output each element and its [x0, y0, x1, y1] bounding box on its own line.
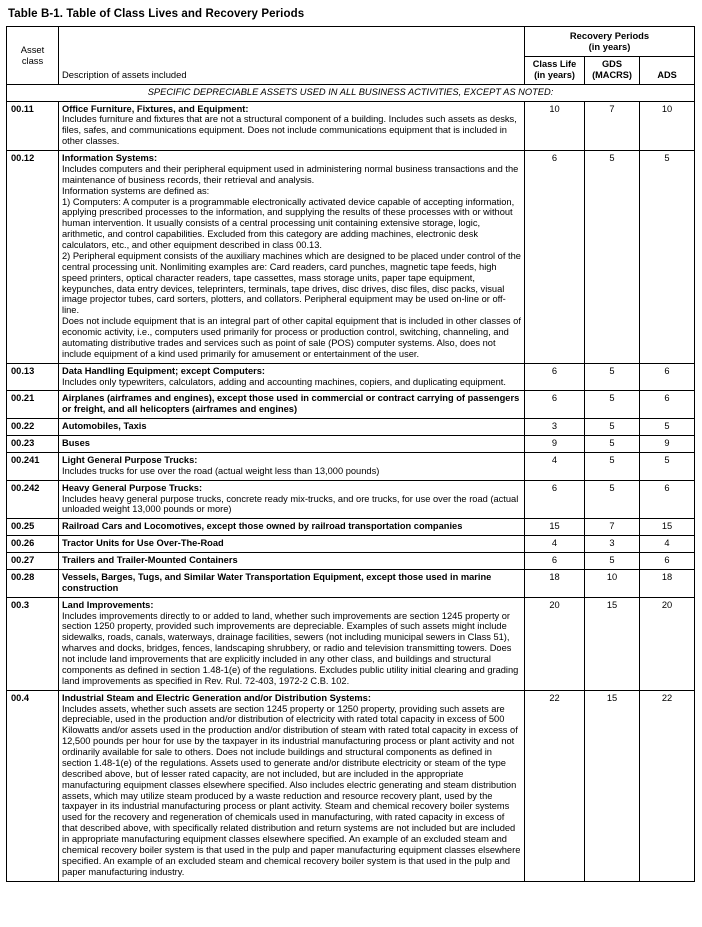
description-paragraph: Includes computers and their peripheral equipment used in administering normal business transactions and the maintenance of business records, their retrieval and analysis.: [62, 163, 519, 185]
description-paragraph: 2) Peripheral equipment consists of the auxiliary machines which are designed to be placed under control of the central processing unit. Nonlimiting examples are: Card readers, card punches, magnetic tape feeds, high speed printers, optical character readers, tape cassettes, mass storage units, paper tape equipment, keypunches, data entry devices, teleprinters, terminals, tape drives, disc drives, disc files, disc packs, visual image projector tubes, card sorters, plotters, and collators. Peripheral equipment may be used on-line or off-line.: [62, 250, 521, 316]
asset-class-cell: 00.4: [7, 690, 59, 881]
description-cell: [59, 690, 525, 881]
class-life-cell: 3: [525, 419, 585, 436]
description-cell: [59, 419, 525, 436]
class-life-cell: 4: [525, 536, 585, 553]
asset-class-cell: 00.242: [7, 480, 59, 519]
header-asset-class-line2: class: [21, 54, 44, 66]
description-cell: [59, 363, 525, 391]
description-title: Office Furniture, Fixtures, and Equipment:: [62, 103, 249, 114]
class-life-cell: 6: [525, 391, 585, 419]
table-row: [7, 597, 695, 690]
header-gds-line2: (MACRS): [592, 69, 632, 80]
ads-cell: 5: [640, 452, 695, 480]
class-life-cell: 15: [525, 519, 585, 536]
table-row: [7, 363, 695, 391]
description-paragraph: Includes furniture and fixtures that are not a structural component of a building. Includes such assets as desks, files, safes, and communications equipment. Does not include communications equipment that is included in other classes.: [62, 114, 517, 147]
header-class-life: [525, 56, 585, 84]
table-body: [7, 84, 695, 881]
table-row: [7, 553, 695, 570]
description-title: Land Improvements:: [62, 599, 154, 610]
ads-cell: 6: [640, 553, 695, 570]
asset-class-cell: 00.28: [7, 569, 59, 597]
table-row: [7, 151, 695, 364]
ads-cell: 9: [640, 436, 695, 453]
ads-cell: 15: [640, 519, 695, 536]
gds-cell: 5: [585, 151, 640, 364]
description-title: Information Systems:: [62, 153, 158, 163]
asset-class-cell: 00.241: [7, 452, 59, 480]
table-row: [7, 536, 695, 553]
ads-cell: 10: [640, 101, 695, 151]
ads-cell: 4: [640, 536, 695, 553]
description-title: Industrial Steam and Electric Generation and/or Distribution Systems:: [62, 692, 371, 703]
description-paragraph: Includes trucks for use over the road (actual weight less than 13,000 pounds): [62, 465, 380, 476]
asset-class-cell: 00.22: [7, 419, 59, 436]
gds-cell: 5: [585, 436, 640, 453]
gds-cell: 5: [585, 452, 640, 480]
table-row: [7, 436, 695, 453]
class-life-cell: 22: [525, 690, 585, 881]
description-paragraph: Automobiles, Taxis: [62, 421, 147, 432]
description-cell: [59, 391, 525, 419]
ads-cell: 6: [640, 480, 695, 519]
class-life-cell: 20: [525, 597, 585, 690]
description-cell: [59, 151, 525, 364]
class-life-cell: 9: [525, 436, 585, 453]
table-row: [7, 519, 695, 536]
table-row: [7, 101, 695, 151]
description-paragraph: Does not include equipment that is an integral part of other capital equipment that is included in other classes of economic activity, i.e., computers used primarily for process or production control, switching, channeling, and automating distributive trades and services such as point of sale (POS) computer systems. Also, does not include equipment of a kind used primarily for amusement or entertainment of the user.: [62, 316, 521, 359]
description-paragraph: Includes heavy general purpose trucks, concrete ready mix-trucks, and ore trucks, for use over the road (actual unloaded weight 13,000 pounds or more): [62, 493, 519, 515]
gds-cell: 5: [585, 363, 640, 391]
ads-cell: 5: [640, 419, 695, 436]
header-class-life-line1: Class Life: [532, 58, 577, 69]
table-row: [7, 419, 695, 436]
class-life-cell: 6: [525, 363, 585, 391]
header-gds-line1: GDS: [602, 58, 622, 69]
table-row: [7, 452, 695, 480]
description-cell: [59, 519, 525, 536]
gds-cell: 7: [585, 519, 640, 536]
header-recovery-line1: Recovery Periods: [569, 30, 650, 41]
gds-cell: 15: [585, 597, 640, 690]
description-title: Data Handling Equipment; except Computers:: [62, 365, 266, 376]
asset-class-cell: 00.3: [7, 597, 59, 690]
asset-class-cell: 00.13: [7, 363, 59, 391]
ads-cell: 6: [640, 391, 695, 419]
class-life-cell: 6: [525, 480, 585, 519]
ads-cell: 5: [640, 151, 695, 364]
gds-cell: 5: [585, 419, 640, 436]
description-cell: [59, 452, 525, 480]
description-paragraph: Airplanes (airframes and engines), except those used in commercial or contract carrying of passengers or freight, and all helicopters (airframes and engines): [62, 393, 520, 415]
table-name: Table of Class Lives and Recovery Periods: [66, 8, 305, 20]
gds-cell: 7: [585, 101, 640, 151]
asset-class-cell: 00.11: [7, 101, 59, 151]
description-cell: [59, 569, 525, 597]
class-life-cell: 4: [525, 452, 585, 480]
asset-class-cell: 00.25: [7, 519, 59, 536]
header-recovery-periods: [525, 27, 695, 57]
ads-cell: 6: [640, 363, 695, 391]
gds-cell: 5: [585, 553, 640, 570]
description-paragraph: Includes improvements directly to or added to land, whether such improvements are section 1245 property or section 1250 property, provided such improvements are depreciable. Examples of such assets might include sidewalks, roads, canals, waterways, drainage facilities, sewers (not including municipal sewers in Class 51), wharves and docks, bridges, fences, landscaping shrubbery, or radio and television transmitting towers. Does not include land improvements that are explicitly included in any other class, and buildings and structural components as defined in section 1.48-1(e) of the regulations. Excludes public utility initial clearing and grading land improvements as specified in Rev. Rul. 72-403, 1972-2 C.B. 102.: [62, 610, 519, 686]
class-life-cell: 10: [525, 101, 585, 151]
table-header: [7, 27, 695, 85]
description-paragraph: Vessels, Barges, Tugs, and Similar Water Transportation Equipment, except those used in marine construction: [62, 571, 492, 593]
description-paragraph: Includes only typewriters, calculators, adding and accounting machines, copiers, and duplicating equipment.: [62, 376, 506, 387]
asset-class-cell: 00.26: [7, 536, 59, 553]
header-gds: [585, 56, 640, 84]
class-life-cell: 6: [525, 151, 585, 364]
description-title: Heavy General Purpose Trucks:: [62, 482, 203, 493]
description-cell: [59, 436, 525, 453]
asset-class-cell: 00.27: [7, 553, 59, 570]
table-number: Table B-1.: [8, 8, 64, 20]
table-row: [7, 569, 695, 597]
class-life-cell: 18: [525, 569, 585, 597]
section-note: SPECIFIC DEPRECIABLE ASSETS USED IN ALL BUSINESS ACTIVITIES, EXCEPT AS NOTED:: [7, 84, 695, 101]
asset-class-cell: 00.12: [7, 151, 59, 364]
class-life-cell: 6: [525, 553, 585, 570]
description-paragraph: Includes assets, whether such assets are section 1245 property or 1250 property, providing such assets are depreciable, used in the production and/or distribution of electricity with rated total capacity in excess of 500 Kilowatts and/or assets used in the production and/or distribution of steam with rated total capacity in excess of 12,500 pounds per hour for use by the taxpayer in its industrial manufacturing process or plant activity and not ordinarily available for sale to others. Does not include buildings and structural components as defined in section 1.48-1(e) of the regulations. Assets used to generate and/or distribute electricity or steam of the type described above, but of lesser rated capacity, are not included, but are included in the appropriate manufacturing equipment classes elsewhere specified. Also includes electric generating and steam distribution assets, which may utilize steam produced by a waste reduction and resource recovery plant, used by the taxpayer in its industrial manufacturing process or plant activity. Steam and chemical recovery boiler systems used for the recovery and regeneration of chemicals used in manufacturing, with rated capacity in excess of that described above, with specifically related distribution and return systems are not included but are included in appropriate manufacturing equipment classes elsewhere specified. An example of an excluded steam and chemical recovery boiler system is that used in the pulp and paper manufacturing equipment classes elsewhere specified. An example of an excluded steam and chemical recovery boiler system is that used in the pulp and paper manufacturing industry.: [62, 703, 521, 877]
description-paragraph: Buses: [62, 438, 90, 448]
asset-class-cell: 00.23: [7, 436, 59, 453]
ads-cell: 22: [640, 690, 695, 881]
gds-cell: 5: [585, 391, 640, 419]
description-cell: [59, 597, 525, 690]
description-paragraph: Trailers and Trailer-Mounted Containers: [62, 555, 238, 565]
header-recovery-line2: (in years): [588, 41, 631, 53]
table-row: [7, 391, 695, 419]
description-cell: [59, 553, 525, 570]
description-paragraph: Tractor Units for Use Over-The-Road: [62, 538, 224, 549]
table-header-row-1: [7, 27, 695, 57]
description-paragraph: 1) Computers: A computer is a programmable electronically activated device capable of accepting information, applying prescribed processes to the information, and supplying the results of these processes with or without human intervention. It usually consists of a central processing unit containing extensive storage, logic, arithmetic, and control capabilities. Excluded from this category are adding machines, electronic desk calculators, etc., and other equipment described in class 00.13.: [62, 196, 515, 250]
header-ads: ADS: [640, 56, 695, 84]
description-paragraph: Information systems are defined as:: [62, 185, 210, 196]
description-cell: [59, 480, 525, 519]
ads-cell: 18: [640, 569, 695, 597]
ads-cell: 20: [640, 597, 695, 690]
asset-class-cell: 00.21: [7, 391, 59, 419]
header-class-life-line2: (in years): [534, 69, 575, 80]
section-note-row: [7, 84, 695, 101]
gds-cell: 5: [585, 480, 640, 519]
page-title: [8, 8, 696, 20]
description-title: Light General Purpose Trucks:: [62, 454, 198, 465]
description-cell: [59, 536, 525, 553]
class-lives-table: [6, 26, 695, 882]
header-asset-class: [7, 27, 59, 85]
header-asset-class-line1: Asset: [20, 43, 45, 55]
gds-cell: 10: [585, 569, 640, 597]
gds-cell: 15: [585, 690, 640, 881]
table-row: [7, 480, 695, 519]
description-paragraph: Railroad Cars and Locomotives, except those owned by railroad transportation companies: [62, 521, 463, 532]
gds-cell: 3: [585, 536, 640, 553]
header-description: Description of assets included: [59, 27, 525, 85]
description-cell: [59, 101, 525, 151]
table-row: [7, 690, 695, 881]
